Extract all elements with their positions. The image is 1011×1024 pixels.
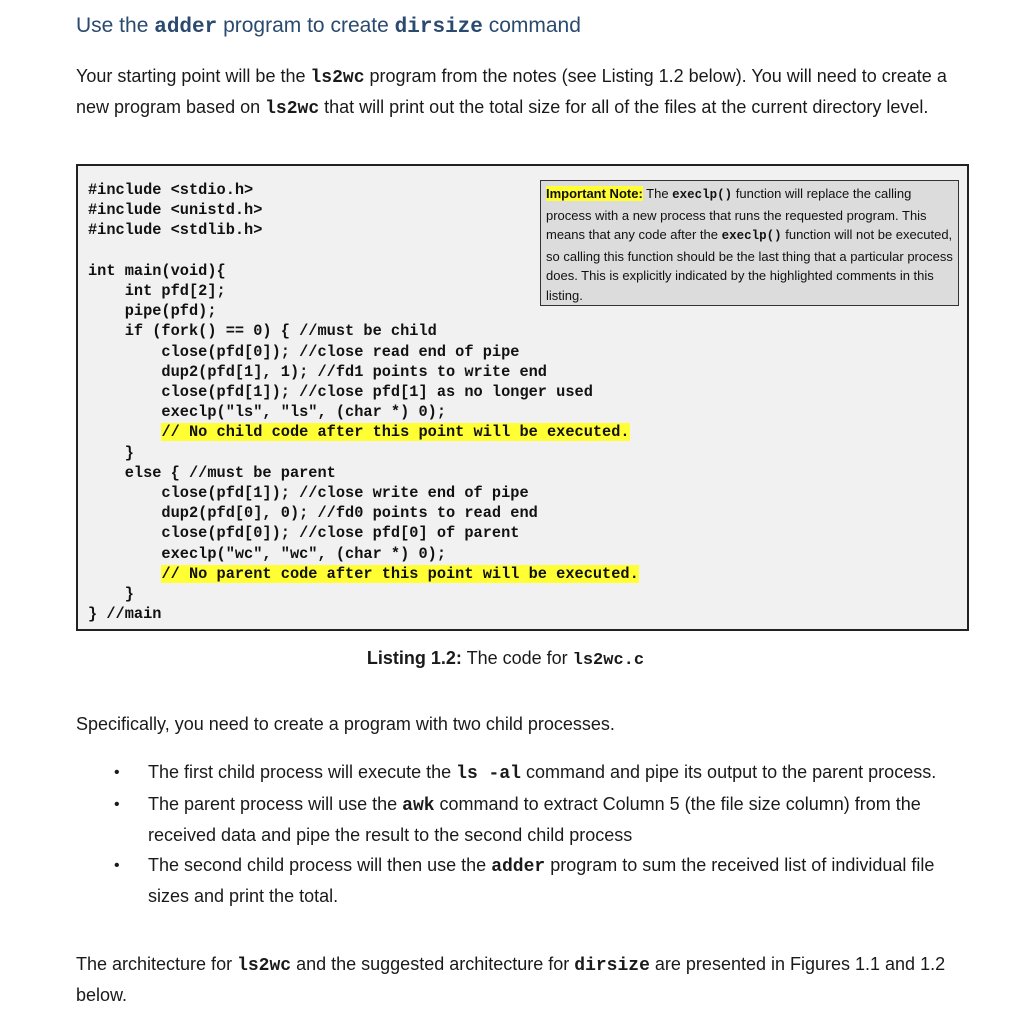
list-text: command to extract Column 5 (the file size column) from the received data and pipe the result to the second child process: [148, 794, 921, 845]
list-item: [110, 758, 970, 789]
list-text: The parent process will use the: [148, 794, 403, 814]
list-item: [110, 790, 970, 850]
note-code: execlp(): [672, 188, 733, 202]
code-listing: [76, 164, 969, 631]
code-line: #include <stdio.h>: [88, 181, 254, 199]
code-line: dup2(pfd[1], 1); //fd1 points to write end: [88, 362, 547, 381]
intro-code: ls2wc: [310, 68, 365, 88]
arch-text: The architecture for: [76, 954, 238, 974]
list-code: awk: [402, 796, 435, 816]
code-line: }: [88, 585, 134, 604]
code-line: close(pfd[1]); //close pfd[1] as no longer used: [88, 383, 593, 402]
code-indent: [88, 423, 161, 441]
heading-code-adder: adder: [154, 16, 218, 39]
code-line: }: [88, 443, 134, 462]
important-note-label: Important Note:: [546, 186, 643, 201]
code-indent: [88, 565, 161, 583]
arch-text: and the suggested architecture for: [291, 954, 575, 974]
list-item: [110, 851, 970, 911]
intro-text: Your starting point will be the: [76, 66, 311, 86]
heading-text: program to create: [217, 14, 395, 37]
intro-code: ls2wc: [265, 99, 320, 119]
code-line: close(pfd[0]); //close read end of pipe: [88, 342, 520, 361]
code-line: execlp("ls", "ls", (char *) 0);: [88, 403, 447, 422]
list-text: The first child process will execute the: [148, 762, 457, 782]
list-text: The second child process will then use the: [148, 855, 492, 875]
code-line: } //main: [88, 605, 162, 624]
code-line: close(pfd[0]); //close pfd[0] of parent: [88, 524, 520, 543]
bullet-icon: •: [114, 796, 120, 813]
list-code: ls -al: [456, 764, 521, 784]
listing-caption: [0, 648, 1011, 670]
code-line: #include <unistd.h>: [88, 201, 263, 220]
list-text: command and pipe its output to the parent process.: [520, 762, 937, 782]
code-line: #include <stdlib.h>: [88, 221, 263, 240]
caption-text: The code for: [461, 648, 573, 668]
intro-text: that will print out the total size for all of the files at the current directory level.: [319, 97, 929, 117]
list-text: program to sum the received list of individual file sizes and print the total.: [148, 855, 935, 906]
code-line: if (fork() == 0) { //must be child: [88, 322, 437, 341]
requirements-list: [110, 758, 970, 912]
architecture-paragraph: [76, 950, 986, 1010]
highlighted-comment-parent: // No parent code after this point will be executed.: [161, 564, 639, 583]
heading-text: command: [482, 14, 581, 37]
note-text: function will not be executed, so calling this function should be the last thing that a particular process does. This is explicitly indicated by the highlighted comments in this listing.: [546, 227, 953, 303]
specifically-paragraph: Specifically, you need to create a program with two child processes.: [76, 714, 615, 734]
heading-text: Use the: [76, 14, 155, 37]
code-line: else { //must be parent: [88, 463, 336, 482]
note-text: function will replace the calling process with a new process that runs the requested program. This means that any code after the: [546, 186, 927, 243]
caption-label: Listing 1.2:: [366, 648, 462, 668]
caption-code: ls2wc.c: [572, 651, 645, 670]
code-line: pipe(pfd);: [88, 302, 217, 321]
bullet-icon: •: [114, 857, 120, 874]
important-note-box: [540, 180, 959, 306]
code-line: int pfd[2];: [88, 282, 226, 301]
section-heading: [76, 14, 581, 39]
arch-code: dirsize: [574, 956, 650, 976]
intro-text: program from the notes (see Listing 1.2 below). You will need to create a new program based on: [76, 66, 947, 117]
intro-paragraph: [76, 62, 976, 124]
heading-code-dirsize: dirsize: [394, 16, 483, 39]
note-code: execlp(): [721, 229, 782, 244]
arch-code: ls2wc: [237, 956, 292, 976]
note-text: The: [642, 186, 673, 201]
code-line: close(pfd[1]); //close write end of pipe: [88, 484, 529, 503]
list-code: adder: [491, 857, 546, 877]
highlighted-comment-child: // No child code after this point will be executed.: [161, 423, 630, 442]
arch-text: are presented in Figures 1.1 and 1.2 below.: [76, 954, 946, 1005]
code-line: int main(void){: [88, 261, 226, 280]
code-line: dup2(pfd[0], 0); //fd0 points to read end: [88, 504, 538, 523]
code-line: execlp("wc", "wc", (char *) 0);: [88, 544, 447, 563]
bullet-icon: •: [114, 764, 120, 781]
